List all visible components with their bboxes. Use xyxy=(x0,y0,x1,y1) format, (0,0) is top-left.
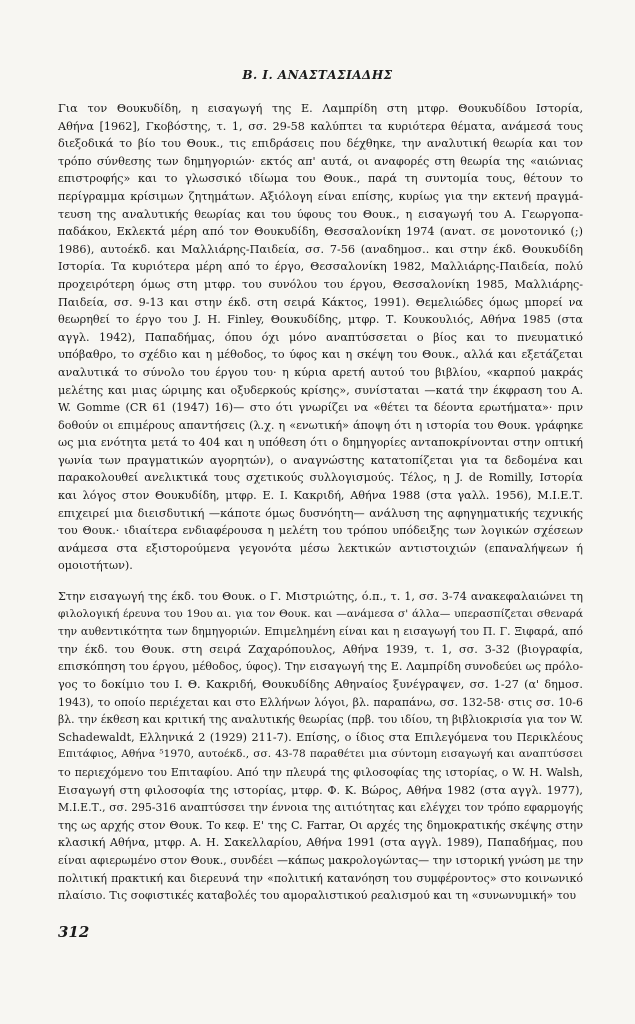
page-number: 312 xyxy=(58,923,90,941)
paragraph1-line: αναλυτικά το σύνολο του έργου του· η κύρια αρετή αυτού του βιβλίου, «καρπού μακράς xyxy=(58,365,583,379)
paragraph1-line: ανάμεσα στα εξιστορούμενα γεγονότα μέσω λεκτικών αντιστοιχιών (επαναλήψεων ή xyxy=(58,541,583,555)
paragraph2-line: Schadewaldt, Ελληνικά 2 (1929) 211-7). Επίσης, ο ίδιος στα Επιλεγόμενα του Περικλέους xyxy=(58,730,583,744)
paragraph1-line: περίγραμμα κρίσιμων ζητημάτων. Αξιόλογη είναι επίσης, κυρίως για την εκτενή πραγμά- xyxy=(58,189,583,203)
paragraph2-line: κλασική Αθήνα, μτφρ. Α. Η. Σακελλαρίου, Αθήνα 1991 (στα αγγλ. 1989), Παπαδήμας, που xyxy=(58,836,583,850)
paragraph1-line: επιχειρεί μια διεισδυτική —κάποτε όμως δυσνόητη— ανάλυση της αφηγηματικής τεχνικής xyxy=(58,506,583,520)
paragraph1-line: μελέτης και μιας ώριμης και οξυδερκούς κρίσης», συνίσταται —κατά την έκφραση του A. xyxy=(58,383,583,397)
paragraph2-line: είναι αφιερωμένο στον Θουκ., συνδέει —κάπως μακρολογώντας— την ιστορική γνώση με την xyxy=(58,853,584,867)
paragraph1-line: θεωρηθεί το έργο του J. H. Finley, Θουκυδίδης, μτφρ. Τ. Κουκουλιός, Αθήνα 1985 (στα xyxy=(58,313,583,327)
paragraph1-line: Ιστορία. Τα κυριότερα μέρη από το έργο, Θεσσαλονίκη 1982, Μαλλιάρης-Παιδεία, πολύ xyxy=(58,260,583,274)
paragraph1-line: του Θουκ.· ιδιαίτερα ενδιαφέρουσα η μελέτη του τρόπου υπόδειξης των λογικών σχέσεων xyxy=(58,524,583,538)
paragraph1-line: και λόγος στον Θουκυδίδη, μτφρ. Ε. Ι. Κακριδή, Αθήνα 1988 (στα γαλλ. 1956), Μ.Ι.Ε.Τ. xyxy=(58,489,583,503)
paragraph1-line: τρόπο σύνθεσης των δημηγοριών· εκτός απ' αυτά, οι αναφορές στη θεωρία της «αιώνιας xyxy=(58,154,583,168)
paragraph2-line: πλαίσιο. Τις σοφιστικές καταβολές του αμοραλιστικού ρεαλισμού και τη «συνωνυμική» του xyxy=(58,889,577,903)
paragraph1-line: ως μια ενότητα μετά το 404 και η υπόθεση ότι ο δημηγορίες ανταποκρίνονται στην οπτική xyxy=(58,436,583,450)
running-header: Β. Ι. ΑΝΑΣΤΑΣΙΑΔΗΣ xyxy=(242,68,393,82)
paragraph1-line: αγγλ. 1942), Παπαδήμας, όπου όχι μόνο αναπτύσσεται ο βίος και το πνευματικό xyxy=(58,330,583,344)
paragraph1-line: παρακολουθεί ανελικτικά τους σχετικούς συλλογισμούς. Τέλος, η J. de Romilly, Ιστορία xyxy=(58,471,583,485)
paragraph1-line: παδάκου, Εκλεκτά μέρη από τον Θουκυδίδη, Θεσσαλονίκη 1974 (ανατ. σε μονοτονικό (;) xyxy=(58,225,583,239)
paragraph2-line: Επιτάφιος, Αθήνα ⁵1970, αυτοέκδ., σσ. 43-78 παραθέτει μια σύντομη εισαγωγή και αναπτύσσει xyxy=(58,748,583,761)
paragraph1-line: Για τον Θουκυδίδη, η εισαγωγή της Ε. Λαμπρίδη στη μτφρ. Θουκυδίδου Ιστορία, xyxy=(58,102,583,115)
paragraph1-line: υπόβαθρο, το σχέδιο και η μέθοδος, το ύφος και η σκέψη του Θουκ., αλλά και εξετάζεται xyxy=(58,348,583,362)
paragraph1-line: διεξοδικά το βίο του Θουκ., τις επιδράσεις που δέχθηκε, την αναλυτική θεωρία και τον xyxy=(58,137,583,151)
paragraph-1 xyxy=(58,100,583,575)
paragraph2-line: βλ. την έκθεση και κριτική της αναλυτικής θεωρίας (πρβ. του ιδίου, τη βιβλιοκρισία για τον W. xyxy=(58,713,583,727)
paragraph1-line: δοθούν οι επιμέρους απαντήσεις (λ.χ. η «ενωτική» άποψη ότι η ιστορία του Θουκ. γράφηκε xyxy=(58,418,583,432)
paragraph-2 xyxy=(58,588,583,905)
paragraph1-line: Παιδεία, σσ. 9-13 και στην έκδ. στη σειρά Κάκτος, 1991). Θεμελιώδες όμως μπορεί να xyxy=(58,295,583,309)
paragraph1-line: προχειρότερη όμως στη μτφρ. του συνόλου του έργου, Θεσσαλονίκη 1985, Μαλλιάρης- xyxy=(58,277,583,291)
paragraph2-line: Εισαγωγή στη φιλοσοφία της ιστορίας, μτφρ. Φ. Κ. Βώρος, Αθήνα 1982 (στα αγγλ. 1977), xyxy=(58,783,583,797)
paragraph2-line: την έκδ. του Θουκ. στη σειρά Ζαχαρόπουλος, Αθήνα 1939, τ. 1, σσ. 3-32 (βιογραφία, xyxy=(58,642,583,656)
paragraph2-line: γος το δοκίμιο του Ι. Θ. Κακριδή, Θουκυδίδης Αθηναίος ξυνέγραψεν, σσ. 1-27 (α' δημοσ. xyxy=(58,677,583,691)
paragraph1-line: επιστροφής» και το γλωσσικό ιδίωμα του Θουκ., παρά τη συντομία τους, θέτουν το xyxy=(58,172,583,186)
paragraph2-line: 1943), το οποίο περιέχεται και στο Ελλήνων λόγοι, βλ. παραπάνω, σσ. 132-58· στις σσ. 10-6 xyxy=(58,695,583,709)
paragraph1-line: Αθήνα [1962], Γκοβόστης, τ. 1, σσ. 29-58 καλύπτει τα κυριότερα θέματα, ανάμεσά τους xyxy=(58,119,583,133)
paragraph1-line: γωνία των πραγματικών αγορητών), ο αναγνώστης κατατοπίζεται για τα δεδομένα και xyxy=(58,453,583,467)
paragraph1-line: ομοιοτήτων). xyxy=(58,559,133,573)
paragraph2-line: πολιτική πρακτική και διερευνά την «πολιτική κατανόηση του συμφέροντος» στο κοινωνικό xyxy=(58,871,583,885)
paragraph1-line: τευση της αναλυτικής θεωρίας και του ύφους του Θουκ., η εισαγωγή του Α. Γεωργοπα- xyxy=(58,207,583,221)
paragraph2-line: φιλολογική έρευνα του 19ου αι. για τον Θουκ. και —ανάμεσα σ' άλλα— υπερασπίζεται σθεναρά xyxy=(58,607,583,620)
paragraph2-line: επισκόπηση του έργου, μέθοδος, ύφος). Την εισαγωγή της Ε. Λαμπρίδη συνοδεύει ως πρόλο- xyxy=(58,660,583,674)
paragraph1-line: W. Gomme (CR 61 (1947) 16)— στο ότι γνωρίζει να «θέτει τα δέοντα ερωτήματα»· πριν xyxy=(58,401,583,415)
paragraph2-line: το περιεχόμενο του Επιταφίου. Από την πλευρά της φιλοσοφίας της ιστορίας, ο W. H. Walsh, xyxy=(58,765,583,779)
paragraph2-line: της ως αρχής στον Θουκ. Το κεφ. Ε' της C. Farrar, Οι αρχές της δημοκρατικής σκέψης στην xyxy=(58,818,583,832)
paragraph2-line: Μ.Ι.Ε.Τ., σσ. 295-316 αναπτύσσει την έννοια της αιτιότητας και ελέγχει τον τρόπο εφαρμογής xyxy=(58,801,583,815)
paragraph2-line: Στην εισαγωγή της έκδ. του Θουκ. ο Γ. Μιστριώτης, ό.π., τ. 1, σσ. 3-74 ανακεφαλαιώνει τη xyxy=(58,590,583,603)
paragraph1-line: 1986), αυτοέκδ. και Μαλλιάρης-Παιδεία, σσ. 7-56 (αναδημοσ.. και στην έκδ. Θουκυδίδη xyxy=(58,242,583,256)
paragraph2-line: την αυθεντικότητα των δημηγοριών. Επιμελημένη είναι και η εισαγωγή του Π. Γ. Ξιφαρά, από xyxy=(58,625,583,639)
